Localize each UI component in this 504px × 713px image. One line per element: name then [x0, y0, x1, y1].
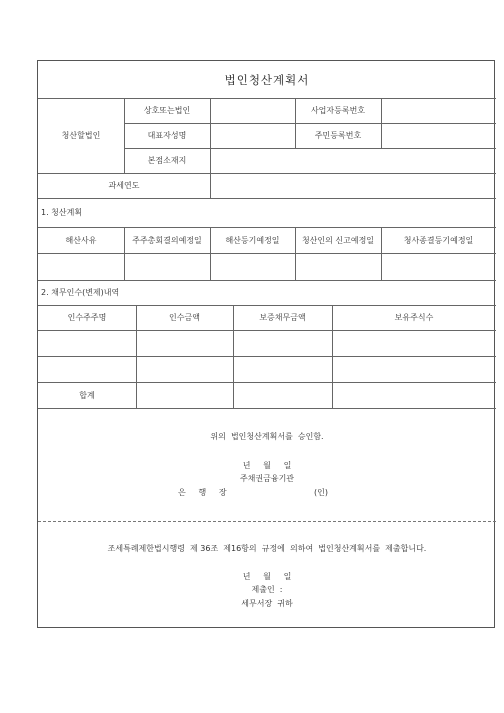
rep-name-label: 대표자성명: [147, 131, 187, 140]
recipient-label: 세무서장 귀하: [241, 599, 293, 608]
debt-col-shareholder: 인수주주명: [67, 313, 107, 322]
debt-row-2-shareholder[interactable]: [39, 357, 135, 381]
corp-name-value[interactable]: [211, 99, 295, 122]
resident-no-value[interactable]: [382, 124, 495, 147]
submission-text: 조세특례제한법시행령 제 36조 제16항의 규정에 의하여 법인청산계획서를 제출합니다.: [107, 544, 427, 553]
debt-row-2-amount[interactable]: [137, 357, 232, 381]
debt-row-1-amount[interactable]: [137, 331, 232, 355]
debt-col-amount: 인수금액: [169, 313, 200, 322]
plan-col-dissolution-reason: 해산사유: [65, 235, 97, 245]
debt-col-shares: 보유주식수: [394, 313, 434, 322]
biz-no-label: 사업자등록번호: [310, 106, 366, 115]
corp-section-label: 청산할법인: [61, 131, 101, 140]
debt-total-amount[interactable]: [137, 383, 232, 407]
plan-heading: 1. 청산계획: [41, 208, 83, 217]
plan-value-dissolution-registration-date[interactable]: [211, 254, 294, 279]
seal-mark: (인): [314, 488, 328, 497]
plan-value-meeting-date[interactable]: [125, 254, 209, 279]
rep-name-value[interactable]: [211, 124, 295, 147]
debt-heading: 2. 채무인수(변제)내역: [41, 288, 120, 297]
debt-total-label: 합계: [79, 390, 95, 400]
resident-no-label: 주민등록번호: [314, 131, 362, 140]
debt-total-guarantee[interactable]: [234, 383, 331, 407]
liquidation-plan-form: [37, 60, 495, 628]
debt-col-guarantee: 보증채무금액: [259, 313, 306, 322]
biz-no-value[interactable]: [382, 99, 495, 122]
plan-col-meeting-date: 주주총회결의예정일: [132, 235, 202, 245]
plan-value-dissolution-reason[interactable]: [39, 254, 123, 279]
form-title: 법인청산계획서: [224, 72, 310, 87]
debt-row-1-shares[interactable]: [333, 331, 495, 355]
debt-total-shares[interactable]: [333, 383, 495, 407]
debt-row-1-shareholder[interactable]: [39, 331, 135, 355]
plan-value-completion-registration-date[interactable]: [382, 254, 495, 279]
plan-col-dissolution-registration-date: 해산등기예정일: [225, 235, 280, 245]
bank-head-label: 은 행 장: [178, 488, 227, 497]
debt-row-2-shares[interactable]: [333, 357, 495, 381]
plan-value-liquidator-report-date[interactable]: [296, 254, 380, 279]
approval-text: 위의 법인청산계획서를 승인함.: [210, 432, 324, 441]
debt-row-1-guarantee[interactable]: [234, 331, 331, 355]
submitter-label: 제출인 :: [251, 585, 283, 594]
corp-name-label: 상호또는법인: [143, 106, 191, 115]
approval-bank: 주채권금융기관: [239, 474, 295, 483]
debt-row-2-guarantee[interactable]: [234, 357, 331, 381]
hq-address-label: 본점소재지: [147, 156, 187, 165]
submission-date: 년 월 일: [242, 572, 292, 581]
hq-address-value[interactable]: [211, 149, 495, 172]
plan-col-completion-registration-date: 청사종결등기예정일: [403, 235, 474, 245]
approval-date: 년 월 일: [242, 461, 292, 470]
divider: [38, 408, 496, 409]
tax-year-label: 과세연도: [108, 181, 140, 190]
dashed-divider: [38, 521, 496, 522]
tax-year-value[interactable]: [211, 174, 495, 197]
plan-col-liquidator-report-date: 청산인의 신고예정일: [301, 235, 375, 245]
